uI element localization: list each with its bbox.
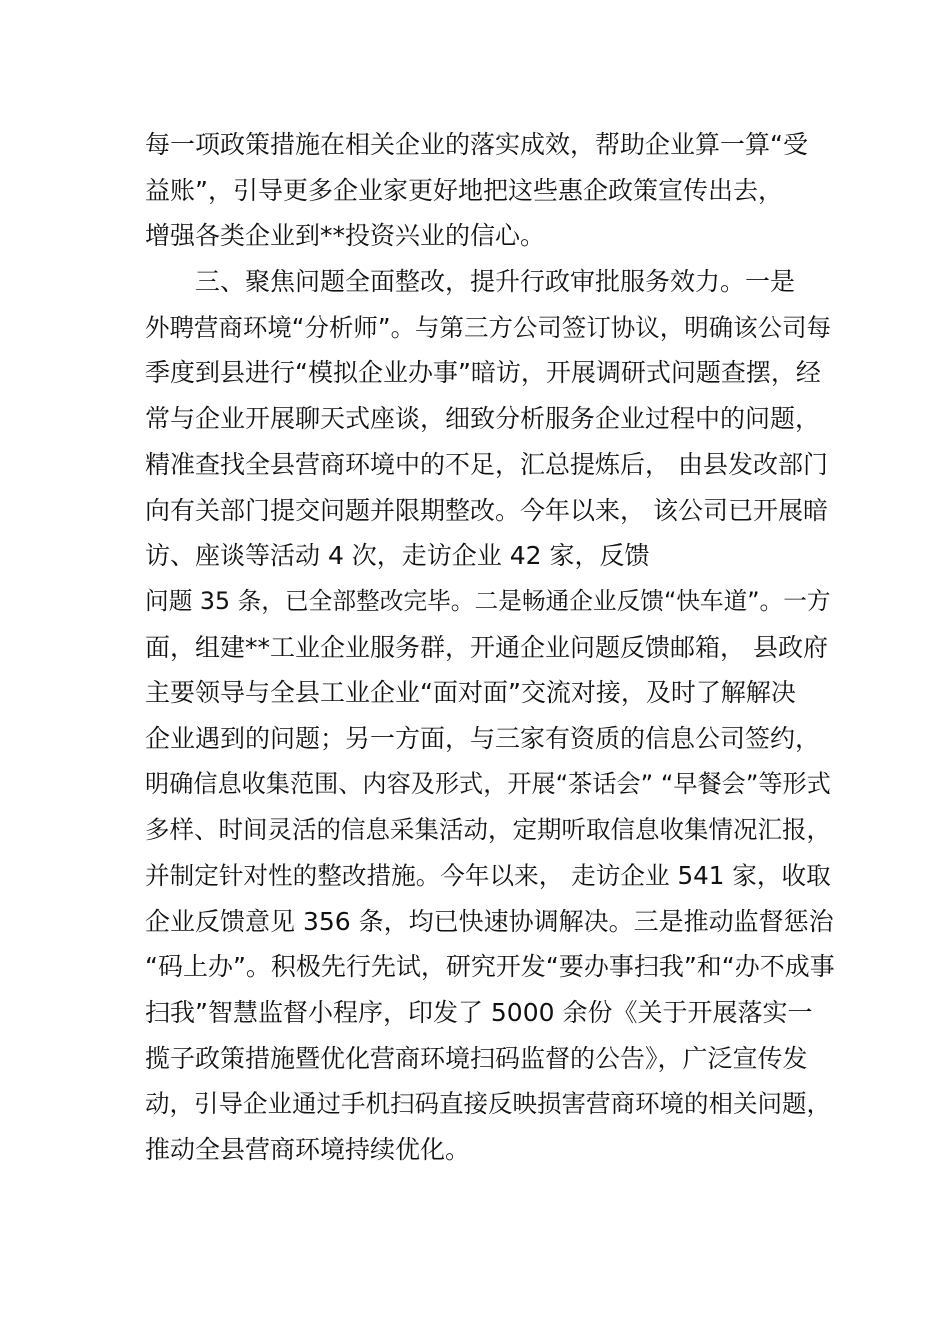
text-line: 动，引导企业通过手机扫码直接反映损害营商环境的相关问题， (145, 1089, 831, 1119)
text-line: 季度到县进行“模拟企业办事”暗访，开展调研式问题查摆，经 (145, 358, 821, 388)
text-line: 增强各类企业到**投资兴业的信心。 (145, 221, 546, 251)
text-line: 精准查找全县营商环境中的不足，汇总提炼后， 由县发改部门 (145, 449, 828, 479)
text-line: 问题 35 条，已全部整改完毕。二是畅通企业反馈“快车道”。一方 (145, 586, 831, 615)
text-line: 益账”，引导更多企业家更好地把这些惠企政策宣传出去， (145, 175, 783, 205)
text-line: 主要领导与全县工业企业“面对面”交流对接，及时了解解决 (145, 678, 796, 708)
text-line: 多样、时间灵活的信息采集活动，定期听取信息收集情况汇报， (145, 815, 831, 845)
text-line: 推动全县营商环境持续优化。 (145, 1135, 471, 1165)
text-line: 明确信息收集范围、内容及形式，开展“茶话会” “早餐会”等形式 (145, 769, 831, 798)
text-line: 并制定针对性的整改措施。今年以来， 走访企业 541 家，收取 (145, 861, 831, 890)
body-text (145, 122, 835, 1173)
text-line: 面，组建**工业企业服务群，开通企业问题反馈邮箱， 县政府 (145, 632, 828, 662)
text-line: 每一项政策措施在相关企业的落实成效，帮助企业算一算“受 (145, 130, 808, 159)
text-line: 访、座谈等活动 4 次，走访企业 42 家，反馈 (145, 541, 650, 571)
text-line: 企业反馈意见 356 条，均已快速协调解决。三是推动监督惩治 (145, 906, 834, 936)
text-line: 外聘营商环境“分析师”。与第三方公司签订协议，明确该公司每 (145, 312, 832, 342)
text-line: 常与企业开展聊天式座谈，细致分析服务企业过程中的问题， (145, 404, 821, 434)
text-line: 揽子政策措施暨优化营商环境扫码监督的公告》，广泛宣传发 (145, 1043, 808, 1073)
text-line: 企业遇到的问题；另一方面，与三家有资质的信息公司签约， (145, 723, 821, 753)
text-line: 三、聚焦问题全面整改，提升行政审批服务效力。一是 (145, 267, 796, 297)
text-line: “码上办”。积极先行先试，研究开发“要办事扫我”和“办不成事 (145, 952, 835, 982)
text-line: 向有关部门提交问题并限期整改。今年以来， 该公司已开展暗 (145, 495, 828, 525)
text-line: 扫我”智慧监督小程序，印发了 5000 余份《关于开展落实一 (145, 998, 813, 1028)
